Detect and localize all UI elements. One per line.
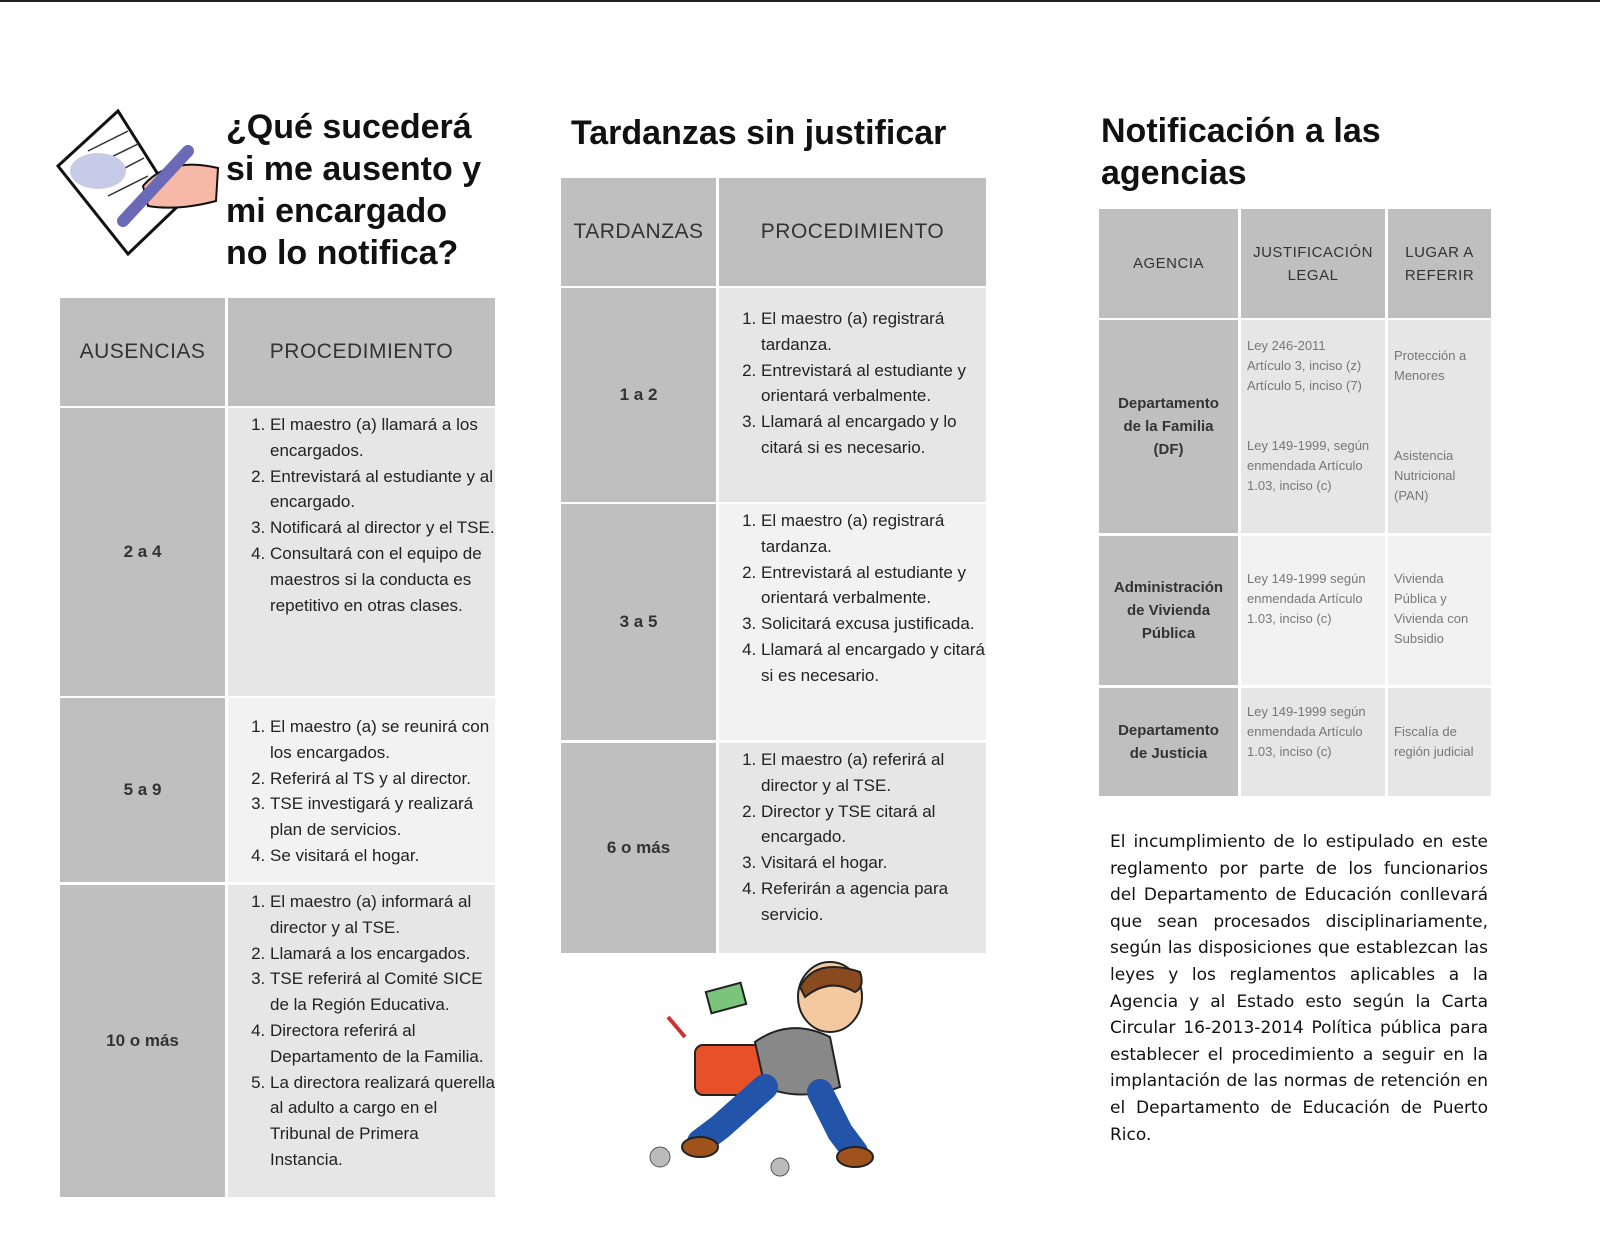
left-title: ¿Qué sucederá si me ausento y mi encargado no lo notifica? xyxy=(226,108,482,272)
legal-cell: Ley 149-1999 según enmendada Artículo 1.03, inciso (c) xyxy=(1241,688,1385,796)
procedure-cell: 1. El maestro (a) informará al director y al TSE. 2. Llamará a los encargados. 3. TSE referirá al Comité SICE de la Región Educativa. 4. Directora referirá al Departamento de la Familia. 5. La directora realizará querella al adulto a cargo en el Tribunal de Primera Instancia. xyxy=(228,885,495,1197)
agency-cell: Departamento de la Familia (DF) xyxy=(1099,320,1238,533)
range-cell: 3 a 5 xyxy=(561,504,716,740)
agency-cell: Administración de Vivienda Pública xyxy=(1099,536,1238,685)
hand-writing-illustration xyxy=(48,106,223,256)
header-tardanzas: TARDANZAS xyxy=(561,178,716,286)
procedure-cell: 1. El maestro (a) referirá al director y al TSE. 2. Director y TSE citará al encargado. 3. Visitará el hogar. 4. Referirán a agencia para servicio. xyxy=(719,743,986,953)
place-cell: Fiscalía de región judicial xyxy=(1388,688,1491,796)
range-cell: 2 a 4 xyxy=(60,408,225,696)
header-procedimiento: PROCEDIMIENTO xyxy=(228,298,495,406)
running-student-illustration xyxy=(640,957,900,1177)
header-lugar: LUGAR A REFERIR xyxy=(1388,209,1491,318)
range-cell: 10 o más xyxy=(60,885,225,1197)
procedure-cell: 1. El maestro (a) se reunirá con los encargados. 2. Referirá al TS y al director. 3. TSE investigará y realizará plan de servicios. 4. Se visitará el hogar. xyxy=(228,698,495,882)
header-agencia: AGENCIA xyxy=(1099,209,1238,318)
header-procedimiento: PROCEDIMIENTO xyxy=(719,178,986,286)
range-cell: 5 a 9 xyxy=(60,698,225,882)
procedure-cell: 1. El maestro (a) registrará tardanza. 2. Entrevistará al estudiante y orientará verbalmente. 3. Llamará al encargado y lo citará si es necesario. xyxy=(719,288,986,502)
legal-cell: Ley 149-1999 según enmendada Artículo 1.03, inciso (c) xyxy=(1241,536,1385,685)
header-justificacion: JUSTIFICACIÓN LEGAL xyxy=(1241,209,1385,318)
procedure-cell: 1. El maestro (a) registrará tardanza. 2. Entrevistará al estudiante y orientará verbalmente. 3. Solicitará excusa justificada. 4. Llamará al encargado y citará si es necesario. xyxy=(719,504,986,740)
range-cell: 1 a 2 xyxy=(561,288,716,502)
disclaimer-paragraph: El incumplimiento de lo estipulado en este reglamento por parte de los funcionarios del Departamento de Educación conllevará que sean procesados disciplinariamente, según las disposiciones que establezcan las leyes y los reglamentos aplicables a la Agencia y al Estado esto según la Carta Circular 16-2013-2014 Política pública para establecer el procedimiento a seguir en la implantación de las normas de retención en el Departamento de Educación de Puerto Rico. xyxy=(1110,832,1488,1145)
range-cell: 6 o más xyxy=(561,743,716,953)
middle-title: Tardanzas sin justificar xyxy=(571,114,947,152)
place-cell: Protección a Menores Asistencia Nutricional (PAN) xyxy=(1388,320,1491,533)
right-title: Notificación a las agencias xyxy=(1101,112,1381,192)
agency-cell: Departamento de Justicia xyxy=(1099,688,1238,796)
header-ausencias: AUSENCIAS xyxy=(60,298,225,406)
legal-cell: Ley 246-2011 Artículo 3, inciso (z) Artículo 5, inciso (7) Ley 149-1999, según enmendada Artículo 1.03, inciso (c) xyxy=(1241,320,1385,533)
place-cell: Vivienda Pública y Vivienda con Subsidio xyxy=(1388,536,1491,685)
procedure-cell: 1. El maestro (a) llamará a los encargados. 2. Entrevistará al estudiante y al encargado. 3. Notificará al director y el TSE. 4. Consultará con el equipo de maestros si la conducta es repetitivo en otras clases. xyxy=(228,408,495,696)
